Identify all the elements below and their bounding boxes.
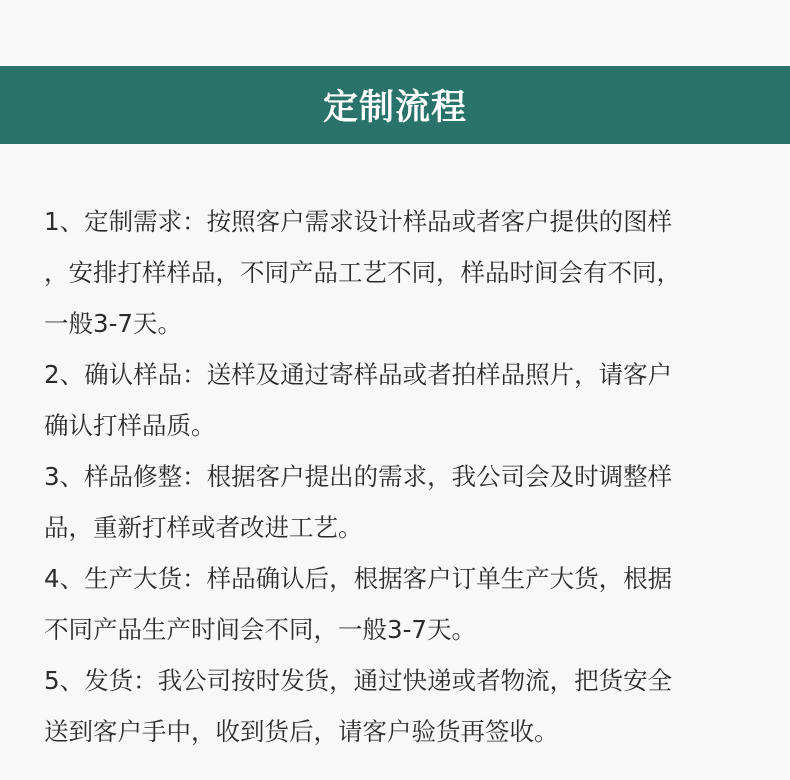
step-3-line-1: 3、样品修整：根据客户提出的需求，我公司会及时调整样 xyxy=(44,462,673,491)
step-4-line-2: 不同产品生产时间会不同，一般3-7天。 xyxy=(44,615,477,644)
process-steps xyxy=(44,196,744,757)
step-5 xyxy=(44,655,744,757)
step-2-line-2: 确认打样品质。 xyxy=(44,411,216,440)
step-1 xyxy=(44,196,744,349)
step-5-line-2: 送到客户手中，收到货后，请客户验货再签收。 xyxy=(44,717,559,746)
step-1-line-2: ，安排打样样品，不同产品工艺不同，样品时间会有不同， xyxy=(44,258,681,287)
step-4 xyxy=(44,553,744,655)
title-banner xyxy=(0,66,790,144)
step-5-line-1: 5、发货：我公司按时发货，通过快递或者物流，把货安全 xyxy=(44,666,673,695)
step-2 xyxy=(44,349,744,451)
step-3-line-2: 品，重新打样或者改进工艺。 xyxy=(44,513,363,542)
page-title: 定制流程 xyxy=(322,88,467,128)
step-4-line-1: 4、生产大货：样品确认后，根据客户订单生产大货，根据 xyxy=(44,564,673,593)
step-1-line-1: 1、定制需求：按照客户需求设计样品或者客户提供的图样 xyxy=(44,207,673,236)
step-1-line-3: 一般3-7天。 xyxy=(44,309,183,338)
step-3 xyxy=(44,451,744,553)
step-2-line-1: 2、确认样品：送样及通过寄样品或者拍样品照片，请客户 xyxy=(44,360,673,389)
